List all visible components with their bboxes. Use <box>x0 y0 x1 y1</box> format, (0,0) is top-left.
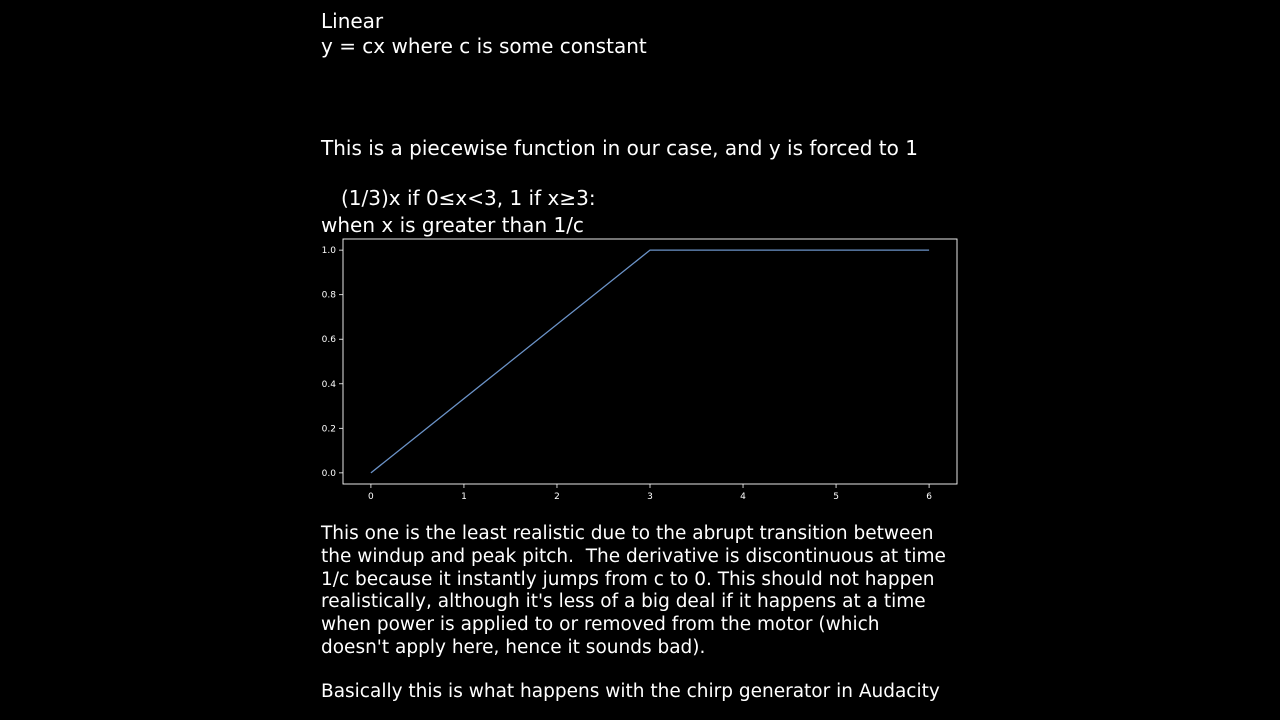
x-tick-label: 5 <box>833 492 839 502</box>
x-tick-label: 1 <box>461 492 467 502</box>
conclusion-line: when power is applied to or removed from the motor (which <box>321 614 880 636</box>
conclusion-line: the windup and peak pitch. The derivative is discontinuous at time <box>321 545 946 567</box>
conclusion-line: realistically, although it's less of a big deal if it happens at a time <box>321 591 926 613</box>
chart-series <box>371 250 929 473</box>
y-tick-label: 0.4 <box>321 379 336 390</box>
equation-text: y = cx where c is some constant <box>321 34 647 58</box>
footer-note: Basically this is what happens with the chirp generator in Audacity <box>321 681 940 702</box>
conclusion-line: 1/c because it instantly jumps from c to 0. This should not happen <box>321 568 935 590</box>
plot-frame <box>343 239 957 484</box>
y-tick-label: 0.2 <box>321 424 336 435</box>
x-tick-label: 6 <box>926 492 932 502</box>
page-title: Linear <box>321 9 384 33</box>
conclusion-line: This one is the least realistic due to the abrupt transition between <box>321 523 934 544</box>
y-tick-label: 0.8 <box>321 290 336 301</box>
x-tick-label: 3 <box>647 492 653 502</box>
y-tick-label: 1.0 <box>321 246 336 257</box>
description-line: when x is greater than 1/c <box>321 212 584 237</box>
conclusion-text <box>321 523 946 660</box>
x-tick-label: 0 <box>368 492 374 502</box>
chart-caption: (1/3)x if 0≤x<3, 1 if x≥3: <box>341 186 596 210</box>
line-chart <box>300 228 980 508</box>
description-line: This is a piecewise function in our case, and y is forced to 1 <box>321 136 918 160</box>
y-tick-label: 0.6 <box>321 335 336 346</box>
series-line <box>371 250 929 473</box>
chart-axes <box>322 239 957 502</box>
x-tick-label: 4 <box>740 492 746 502</box>
y-tick-label: 0.0 <box>321 468 336 479</box>
conclusion-line: doesn't apply here, hence it sounds bad). <box>321 636 706 658</box>
x-tick-label: 2 <box>554 492 560 502</box>
